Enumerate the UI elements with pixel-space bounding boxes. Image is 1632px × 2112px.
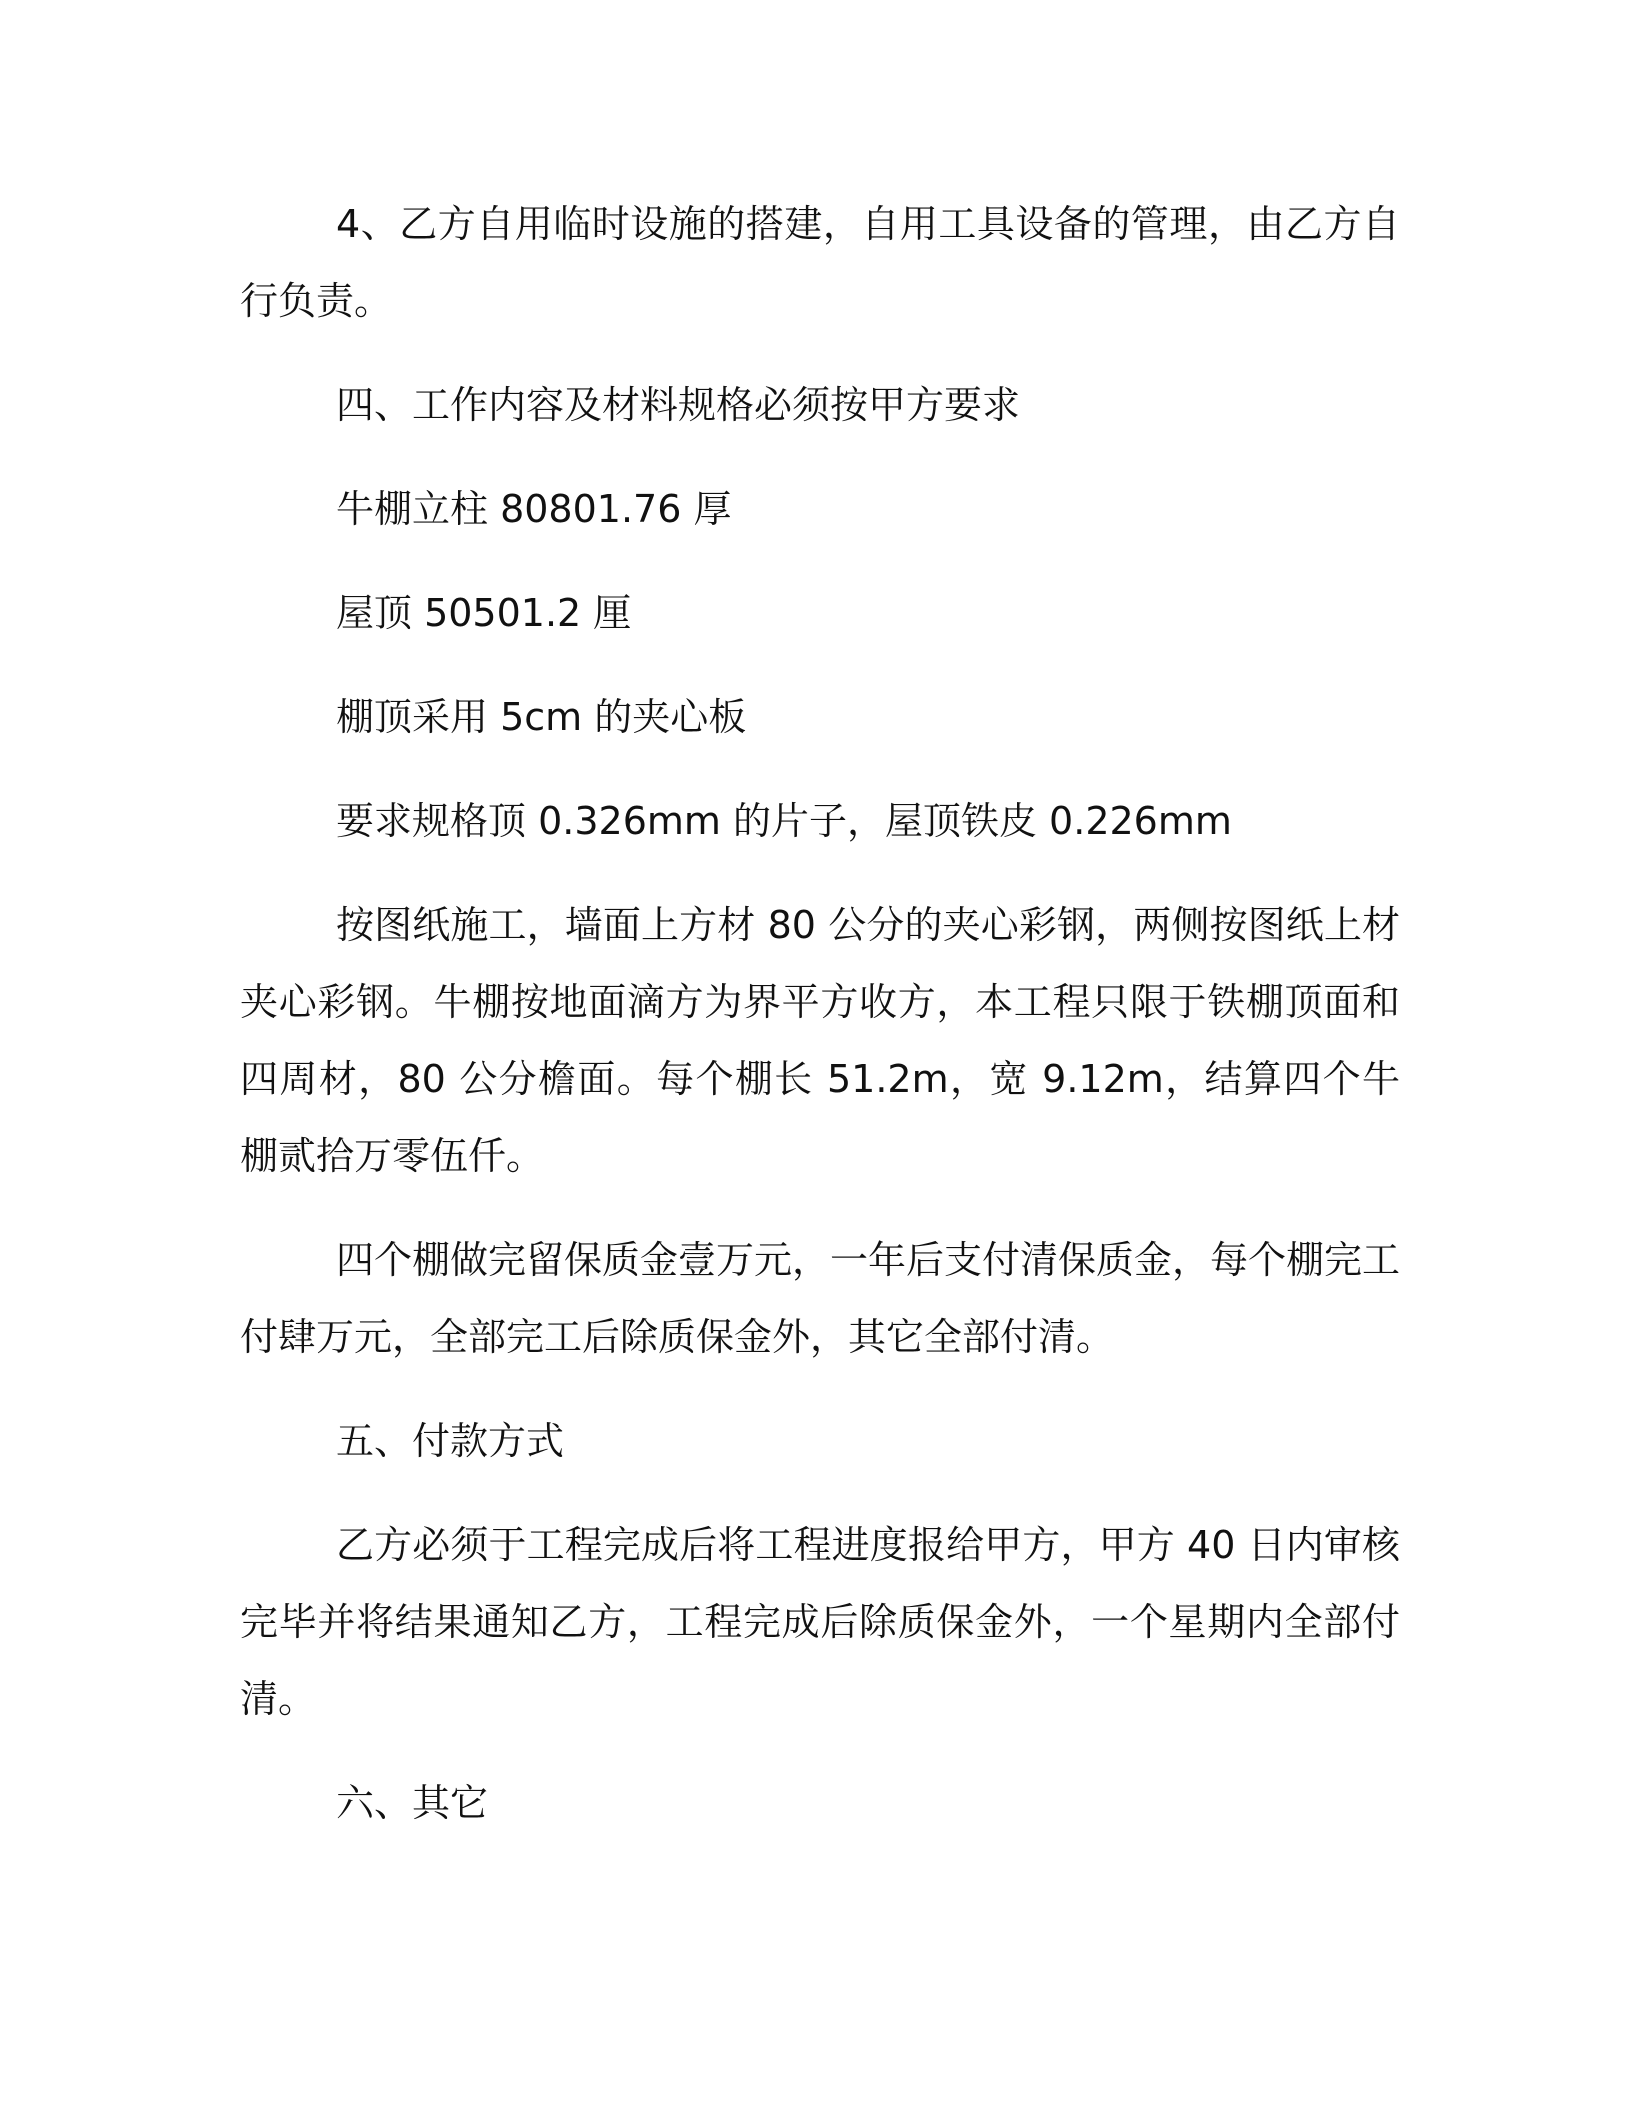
- document-body: [240, 186, 1400, 1869]
- paragraph-payment-terms: 乙方必须于工程完成后将工程进度报给甲方，甲方 40 日内审核完毕并将结果通知乙方，工程完成后除质保金外，一个星期内全部付清。: [240, 1523, 1400, 1721]
- paragraph-construction-scope: 按图纸施工，墙面上方材 80 公分的夹心彩钢，两侧按图纸上材夹心彩钢。牛棚按地面滴方为界平方收方，本工程只限于铁棚顶面和四周材，80 公分檐面。每个棚长 51.2m，宽 9.12m，结算四个牛棚贰拾万零伍仟。: [240, 903, 1400, 1178]
- section-heading-payment: 五、付款方式: [336, 1419, 565, 1463]
- paragraph-retention-money: 四个棚做完留保质金壹万元，一年后支付清保质金，每个棚完工付肆万元，全部完工后除质保金外，其它全部付清。: [240, 1238, 1401, 1359]
- section-heading-other: 六、其它: [336, 1781, 489, 1825]
- paragraph-clause-4: 4、乙方自用临时设施的搭建，自用工具设备的管理，由乙方自行负责。: [240, 202, 1400, 323]
- paragraph-column-spec: 牛棚立柱 80801.76 厚: [336, 487, 732, 531]
- section-heading-work-content: 四、工作内容及材料规格必须按甲方要求: [336, 383, 1021, 427]
- paragraph-roof-spec: 屋顶 50501.2 厘: [336, 591, 632, 635]
- paragraph-roof-panel: 棚顶采用 5cm 的夹心板: [336, 695, 747, 739]
- paragraph-sheet-spec: 要求规格顶 0.326mm 的片子，屋顶铁皮 0.226mm: [336, 799, 1232, 843]
